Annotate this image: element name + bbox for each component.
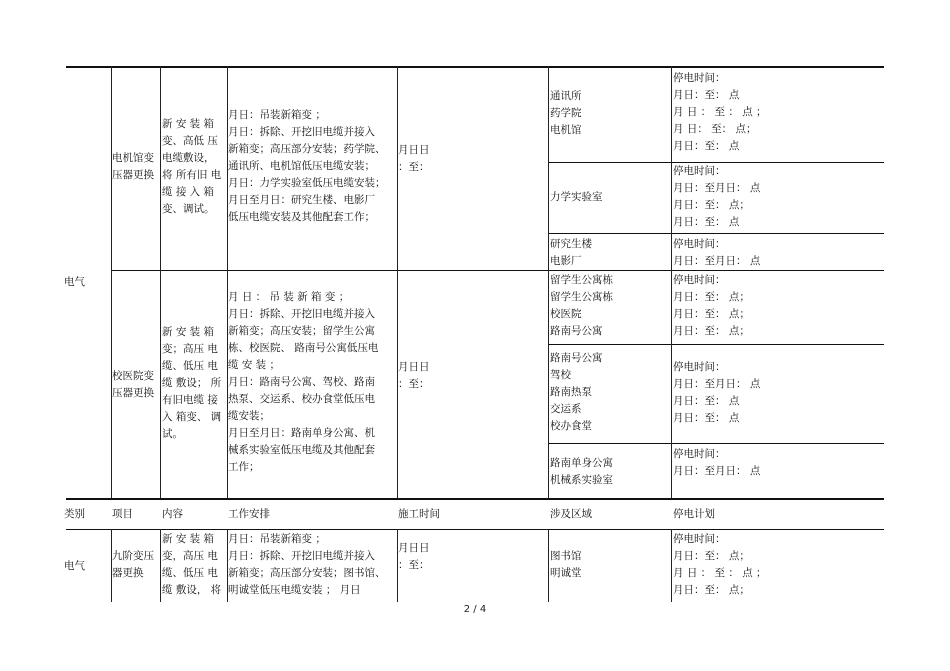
column-rule [397, 66, 398, 498]
work-cell [228, 289, 378, 476]
plan-line: 月日：至： 点 [673, 140, 740, 152]
item-cell [112, 368, 154, 402]
area-cell [550, 272, 613, 340]
content-line: 新 安 装 箱 [162, 326, 215, 338]
work-line: 热泵、交运系、校办食堂低压电 [228, 393, 375, 405]
area-line: 力学实验室 [550, 191, 603, 203]
plan-cell [673, 163, 760, 231]
column-rule [548, 529, 549, 602]
work-cell [228, 107, 386, 226]
plan-line: 月 日 ： 至 ： 点 ； [673, 567, 767, 579]
plan-line: 月日：至： 点； [673, 199, 750, 211]
plan-line: 月日：至： 点 [673, 216, 740, 228]
content-line: 变；高压 电 [162, 343, 218, 355]
work-cell [228, 531, 386, 599]
work-line: 月日：拆除、开挖旧电缆并接入 [228, 126, 375, 138]
column-rule [160, 529, 161, 602]
area-line: 研究生楼 [550, 238, 592, 250]
area-cell [550, 455, 613, 489]
area-cell [550, 548, 582, 582]
area-cell [550, 350, 603, 435]
content-line: 缆 敷设； 所 [162, 377, 222, 389]
header-item: 项目 [112, 508, 133, 520]
content-cell [162, 324, 226, 443]
header-content: 内容 [162, 508, 183, 520]
header-time: 施工时间 [398, 508, 440, 520]
work-line: 新箱变；高压部分安装；图书馆、 [228, 567, 386, 579]
area-line: 药学院 [550, 107, 582, 119]
work-line: 明诚堂低压电缆安装 ； 月日 [228, 584, 361, 596]
column-rule [160, 66, 161, 498]
content-line: 电缆敷设， [162, 152, 215, 164]
content-line: 入 箱变、 调 [162, 411, 222, 423]
plan-line: 停电时间： [673, 238, 726, 250]
plan-line: 月日：至： 点 [673, 89, 740, 101]
column-rule [671, 66, 672, 498]
area-line: 路南号公寓 [550, 352, 603, 364]
area-divider [548, 443, 884, 444]
header-plan: 停电计划 [673, 508, 715, 520]
plan-line: 停电时间： [673, 361, 726, 373]
plan-line: 月日：至月日： 点 [673, 255, 761, 267]
content-line: 将 所有旧 电 [162, 169, 222, 181]
area-line: 电机馆 [550, 124, 582, 136]
item-line: 九阶变压 [112, 550, 154, 562]
plan-line: 停电时间： [673, 533, 726, 545]
area-line: 路南单身公寓 [550, 457, 613, 469]
item-line: 器更换 [112, 567, 144, 579]
header-category: 类别 [64, 508, 85, 520]
time-line: ：至： [398, 559, 430, 571]
area-line: 明诚堂 [550, 567, 582, 579]
plan-line: 月日：至： 点 [673, 395, 740, 407]
plan-line: 月 日 ： 至 ： 点 ； [673, 106, 767, 118]
plan-line: 停电时间： [673, 448, 726, 460]
plan-cell [673, 272, 750, 340]
time-cell [398, 359, 430, 393]
work-line: 新箱变；高压安装；留学生公寓 [228, 325, 375, 337]
plan-line: 月日：至： 点； [673, 325, 750, 337]
plan-cell [673, 236, 760, 270]
plan-cell [673, 359, 760, 427]
item-line: 校医院变 [112, 370, 154, 382]
work-line: 月日：力学实验室低压电缆安装； [228, 177, 386, 189]
plan-cell [673, 70, 767, 155]
item-cell [112, 548, 154, 582]
time-line: ：至： [398, 378, 430, 390]
area-line: 留学生公寓栋 [550, 274, 613, 286]
header-top-rule [66, 498, 884, 500]
plan-cell [673, 446, 760, 480]
work-line: 新箱变；高压部分安装；药学院、 [228, 143, 386, 155]
category-cell: 电气 [64, 560, 85, 572]
area-line: 驾校 [550, 369, 571, 381]
time-line: ：至： [398, 161, 430, 173]
content-line: 缆、低压 电 [162, 360, 218, 372]
area-divider [548, 344, 884, 345]
area-line: 留学生公寓栋 [550, 291, 613, 303]
work-line: 月日：拆除、开挖旧电缆并接入 [228, 308, 375, 320]
area-line: 校医院 [550, 308, 582, 320]
plan-line: 停电时间： [673, 72, 726, 84]
work-line: 月日至月日：路南单身公寓、机 [228, 427, 375, 439]
area-cell [550, 88, 582, 139]
item-cell [112, 150, 154, 184]
content-line: 新 安 装 箱 [162, 533, 215, 545]
area-line: 机械系实验室 [550, 474, 613, 486]
content-cell [162, 116, 226, 218]
header-work: 工作安排 [228, 508, 270, 520]
item-line: 压器更换 [112, 387, 154, 399]
plan-line: 月日：至月日： 点 [673, 378, 761, 390]
plan-line: 停电时间： [673, 274, 726, 286]
column-rule [111, 66, 112, 498]
content-line: 有旧电缆 接 [162, 394, 218, 406]
area-line: 校办食堂 [550, 420, 592, 432]
content-line: 缆 接 入 箱 [162, 186, 215, 198]
work-line: 通讯所、电机馆低压电缆安装； [228, 160, 375, 172]
header-area: 涉及区域 [550, 508, 592, 520]
content-line: 新 安 装 箱 [162, 118, 215, 130]
area-divider [548, 233, 884, 234]
page-number: 2 / 4 [463, 604, 487, 615]
plan-line: 月 日： 至： 点； [673, 123, 757, 135]
area-cell [550, 236, 592, 270]
header-bottom-rule [66, 529, 884, 530]
work-line: 月日至月日：研究生楼、电影厂 [228, 194, 375, 206]
plan-line: 月日：至： 点； [673, 291, 750, 303]
work-line: 月日：路南号公寓、驾校、路南 [228, 376, 375, 388]
item-line: 电机馆变 [112, 152, 154, 164]
area-line: 交运系 [550, 403, 582, 415]
work-line: 低压电缆安装及其他配套工作； [228, 211, 375, 223]
time-cell [398, 540, 430, 574]
plan-line: 月日：至： 点； [673, 550, 750, 562]
content-line: 缆 敷设， 将 [162, 584, 222, 596]
time-line: 月日日 [398, 144, 430, 156]
area-line: 路南热泵 [550, 386, 592, 398]
time-line: 月日日 [398, 542, 430, 554]
work-line: 月日：吊装新箱变 ； [228, 109, 326, 121]
content-line: 缆、低压 电 [162, 567, 218, 579]
content-line: 变，高压 电 [162, 550, 218, 562]
work-line: 缆安装； [228, 410, 270, 422]
time-cell [398, 142, 430, 176]
plan-cell [673, 531, 767, 599]
work-line: 月 日 ： 吊 装 新 箱 变 ； [228, 291, 350, 303]
work-line: 械系实验室低压电缆及其他配套 [228, 444, 375, 456]
area-line: 图书馆 [550, 550, 582, 562]
plan-line: 月日：至： 点； [673, 584, 750, 596]
content-cell [162, 531, 226, 599]
plan-line: 停电时间： [673, 165, 726, 177]
category-cell: 电气 [64, 276, 85, 288]
plan-line: 月日：至： 点； [673, 308, 750, 320]
work-line: 缆 安 装 ； [228, 359, 281, 371]
work-line: 月日：拆除、开挖旧电缆并接入 [228, 550, 375, 562]
work-line: 工作； [228, 461, 260, 473]
area-cell [550, 189, 603, 206]
plan-line: 月日：至月日： 点 [673, 182, 761, 194]
column-rule [548, 66, 549, 498]
table-top-rule [66, 66, 884, 68]
item-line: 压器更换 [112, 169, 154, 181]
time-line: 月日日 [398, 361, 430, 373]
area-line: 路南号公寓 [550, 325, 603, 337]
work-line: 月日：吊装新箱变 ； [228, 533, 326, 545]
area-line: 电影厂 [550, 255, 582, 267]
content-line: 试。 [162, 428, 183, 440]
plan-line: 月日：至： 点 [673, 412, 740, 424]
area-line: 通讯所 [550, 90, 582, 102]
work-line: 栋、校医院、 路南号公寓低压电 [228, 342, 379, 354]
column-rule [671, 529, 672, 602]
plan-line: 月日：至月日： 点 [673, 465, 761, 477]
content-line: 变、调试。 [162, 203, 215, 215]
content-line: 变、高低 压 [162, 135, 218, 147]
